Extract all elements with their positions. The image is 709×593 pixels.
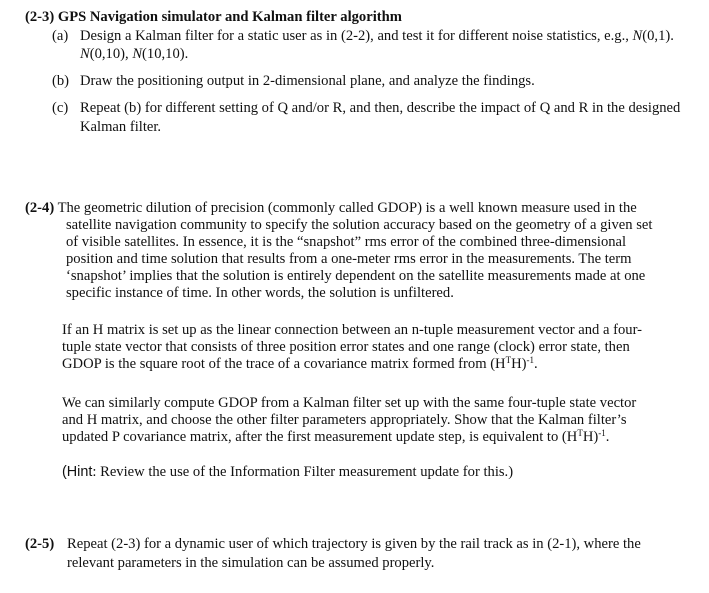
paragraph-line-formula: updated P covariance matrix, after the first measurement update step, is equivalent to $(H^TH)^{-1}$. <box>62 428 610 445</box>
item-2-3-a <box>52 28 674 63</box>
paragraph-line: tuple state vector that consists of three position error states and one range (clock) error state, then <box>62 339 630 355</box>
hint-prefix: (Hint <box>62 464 93 480</box>
problem-2-4-paragraph-1 <box>66 217 652 302</box>
paragraph-line: ‘snapshot’ implies that the solution is entirely dependent on the satellite measurements made at one <box>66 268 646 284</box>
problem-number: (2-5) <box>25 536 55 552</box>
problem-title: GPS Navigation simulator and Kalman filter algorithm <box>57 9 402 25</box>
paragraph-line: We can similarly compute GDOP from a Kalman filter set up with the same four-tuple state vector <box>62 395 637 411</box>
paragraph-line: Repeat (2-3) for a dynamic user of which trajectory is given by the rail track as in (2-1), where the <box>67 536 641 552</box>
problem-2-4-hint <box>62 464 513 481</box>
inverse-superscript: -1 <box>598 428 606 438</box>
paragraph-line: of visible satellites. In essence, it is the “snapshot” rms error of the combined three-dimensional <box>66 234 627 250</box>
item-text: Design a Kalman filter for a static user as in (2-2), and test it for different noise statistics, e.g., <box>80 28 629 44</box>
math-n: N <box>632 28 643 44</box>
paragraph-line: and H matrix, and choose the other filter parameters appropriately. Show that the Kalman filter’s <box>62 412 627 428</box>
math-n: N <box>132 46 143 62</box>
math-n: N <box>80 46 90 62</box>
paragraph-line: position and time solution that results from a one-meter rms error in the measurements. The term <box>66 251 632 267</box>
paragraph-line: specific instance of time. In other words, the solution is unfiltered. <box>66 285 454 301</box>
math-args: (0,1). <box>642 28 674 44</box>
item-2-3-c <box>52 100 680 136</box>
paragraph-line: satellite navigation community to specify the solution accuracy based on the geometry of a given set <box>66 217 653 233</box>
math-args: (0,10), <box>89 46 129 62</box>
item-label: (c) <box>52 100 69 116</box>
item-label: (a) <box>52 28 69 44</box>
item-text-cont: Kalman filter. <box>80 119 162 135</box>
item-2-3-b <box>52 73 535 90</box>
hint-text: : Review the use of the Information Filter measurement update for this.) <box>92 464 514 480</box>
problem-2-3-heading <box>25 9 402 26</box>
item-text: Draw the positioning output in 2-dimensional plane, and analyze the findings. <box>80 73 535 89</box>
math-args: (10,10). <box>142 46 189 62</box>
paragraph-line: If an H matrix is set up as the linear connection between an n-tuple measurement vector and a four- <box>62 322 642 338</box>
problem-2-3 <box>25 9 402 26</box>
problem-2-4-paragraph-3 <box>62 395 636 446</box>
problem-2-4-paragraph-2 <box>62 322 642 373</box>
item-label: (b) <box>52 73 70 89</box>
problem-number: (2-3) <box>25 9 55 25</box>
paragraph-line: relevant parameters in the simulation can be assumed properly. <box>67 555 435 571</box>
problem-number: (2-4) <box>25 200 55 216</box>
problem-2-4 <box>25 200 637 217</box>
transpose-superscript: T <box>577 428 583 438</box>
paragraph-line: The geometric dilution of precision (commonly called GDOP) is a well known measure used in the <box>57 200 637 216</box>
transpose-superscript: T <box>505 355 512 365</box>
item-text: Repeat (b) for different setting of Q and/or R, and then, describe the impact of Q and R in the designed <box>80 100 681 116</box>
paragraph-line-formula: GDOP is the square root of the trace of a covariance matrix formed from $(H^TH)^{-1}$. <box>62 355 538 372</box>
inverse-superscript: -1 <box>526 355 534 365</box>
problem-2-5 <box>25 536 641 572</box>
